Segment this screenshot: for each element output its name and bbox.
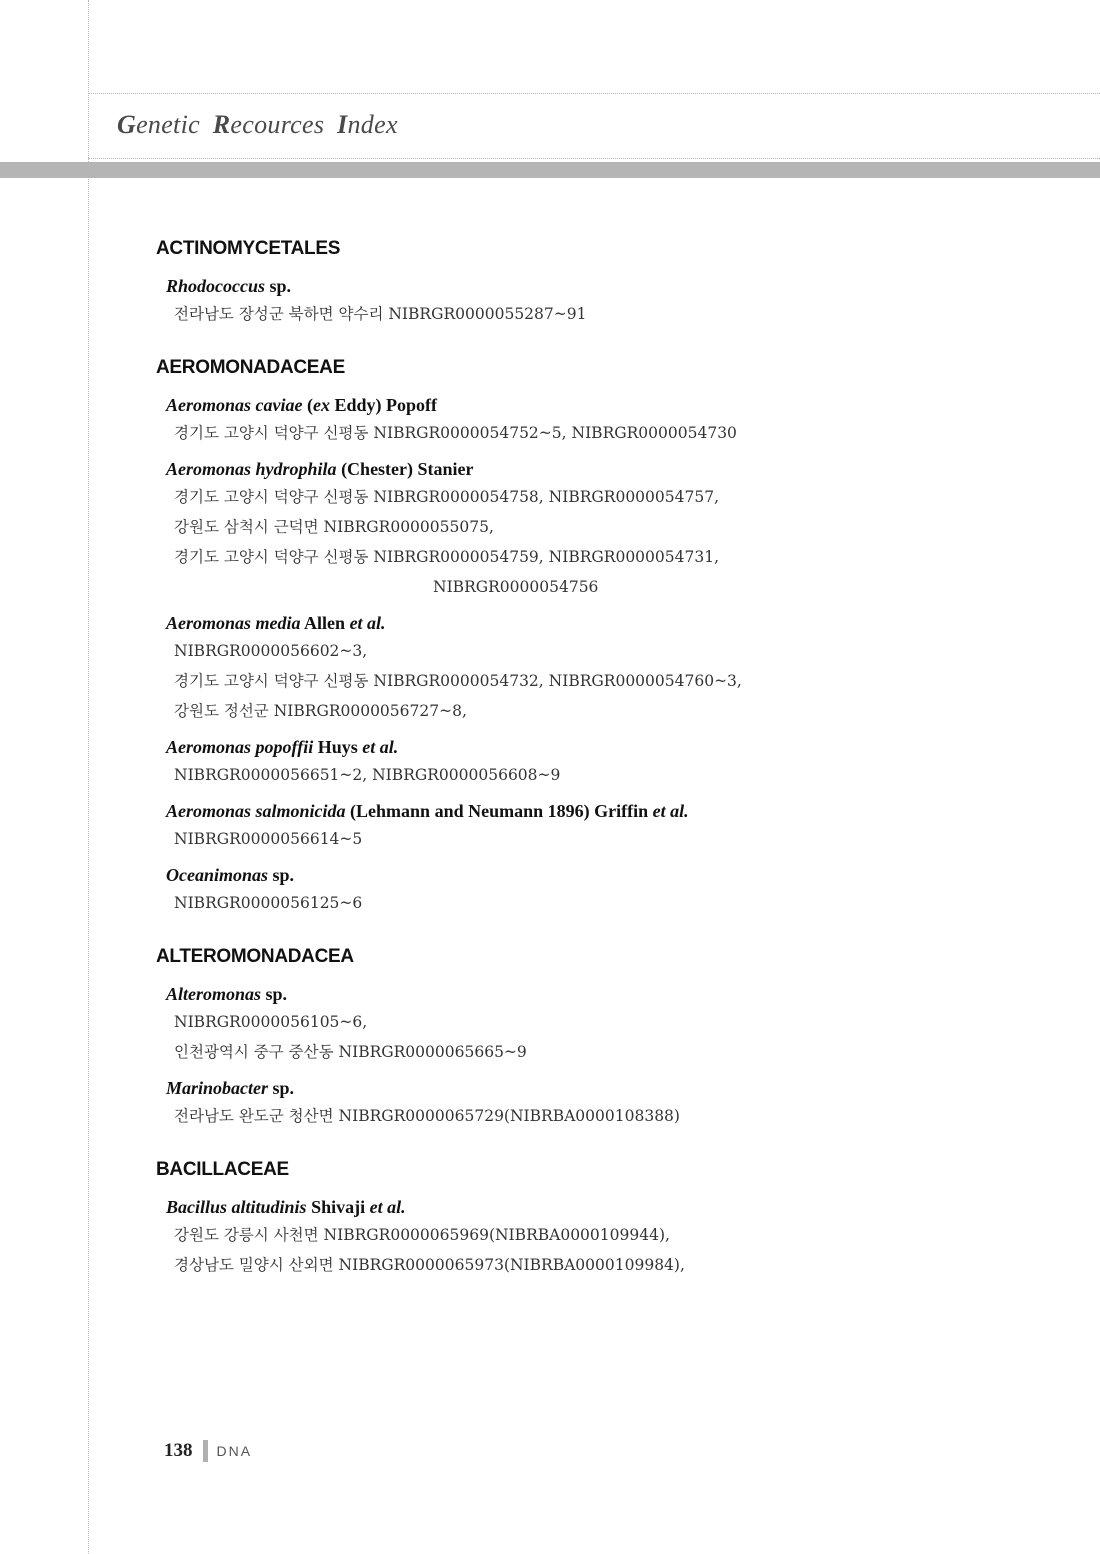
specimen-record-line: 경상남도 밀양시 산외면 NIBRGR0000065973(NIBRBA0000109984), xyxy=(174,1256,685,1274)
specimen-record-line: 경기도 고양시 덕양구 신평동 NIBRGR0000054752~5, NIBRGR0000054730 xyxy=(174,424,737,442)
species-name-italic-part: altitudinis xyxy=(231,1197,307,1217)
species-name-italic-part: Alteromonas xyxy=(166,984,262,1004)
header-word-initial: G xyxy=(117,110,137,139)
species-name-italic-part: et al. xyxy=(369,1197,406,1217)
species-entry xyxy=(156,1194,1036,1280)
species-name xyxy=(166,610,1036,636)
specimen-record-line: NIBRGR0000056125~6 xyxy=(174,894,363,912)
species-name-italic-part: ex xyxy=(313,395,330,415)
species-name xyxy=(166,392,1036,418)
species-name-italic-part: hydrophila xyxy=(255,459,337,479)
header-top-rule xyxy=(88,93,1100,94)
species-entry xyxy=(156,734,1036,790)
specimen-record-line: 경기도 고양시 덕양구 신평동 NIBRGR0000054759, NIBRGR0000054731, xyxy=(174,548,719,566)
species-name-italic-part: Bacillus xyxy=(166,1197,228,1217)
specimen-record-line: 강원도 강릉시 사천면 NIBRGR0000065969(NIBRBA0000109944), xyxy=(174,1226,670,1244)
family-section xyxy=(156,238,1036,329)
species-name-italic-part: Aeromonas xyxy=(166,395,252,415)
specimen-record-line: 경기도 고양시 덕양구 신평동 NIBRGR0000054732, NIBRGR0000054760~3, xyxy=(174,672,742,690)
header-word-initial: R xyxy=(212,110,231,139)
species-name-part: (Chester) Stanier xyxy=(341,459,474,479)
species-name-italic-part: salmonicida xyxy=(255,801,346,821)
species-entry xyxy=(156,981,1036,1067)
header-word xyxy=(213,110,325,139)
specimen-record-line: NIBRGR0000056614~5 xyxy=(174,830,363,848)
species-name xyxy=(166,981,1036,1007)
family-section xyxy=(156,1159,1036,1280)
species-name xyxy=(166,1194,1036,1220)
species-name-italic-part: Oceanimonas xyxy=(166,865,269,885)
species-name-italic-part: Aeromonas xyxy=(166,801,252,821)
footer-section-label: DNA xyxy=(216,1443,253,1459)
species-name-italic-part: et al. xyxy=(362,737,399,757)
header-word-rest: ecources xyxy=(230,110,325,139)
species-entry xyxy=(156,1075,1036,1131)
header-band xyxy=(0,162,1100,178)
species-name-part: sp. xyxy=(272,865,295,885)
specimen-record-line: 전라남도 완도군 청산면 NIBRGR0000065729(NIBRBA0000108388) xyxy=(174,1107,680,1125)
species-name-part: Shivaji xyxy=(311,1197,366,1217)
specimen-record-line: 강원도 삼척시 근덕면 NIBRGR0000055075, xyxy=(174,518,494,536)
specimen-record-line: NIBRGR0000056602~3, xyxy=(174,642,368,660)
species-name-italic-part: Aeromonas xyxy=(166,737,252,757)
species-name-part: ( xyxy=(307,395,313,415)
specimen-record-line: 경기도 고양시 덕양구 신평동 NIBRGR0000054758, NIBRGR0000054757, xyxy=(174,488,719,506)
specimen-record-line: 인천광역시 중구 중산동 NIBRGR0000065665~9 xyxy=(174,1043,527,1061)
species-name-italic-part: Aeromonas xyxy=(166,613,252,633)
species-name-italic-part: et al. xyxy=(349,613,386,633)
specimen-record-line: 강원도 정선군 NIBRGR0000056727~8, xyxy=(174,702,467,720)
species-name-part: sp. xyxy=(269,276,292,296)
species-name xyxy=(166,798,1036,824)
family-section xyxy=(156,946,1036,1131)
species-name xyxy=(166,273,1036,299)
index-content xyxy=(156,238,1036,1308)
species-name-italic-part: et al. xyxy=(652,801,689,821)
header-word xyxy=(117,110,200,139)
species-name-part: sp. xyxy=(265,984,288,1004)
family-section xyxy=(156,357,1036,918)
header-word-rest: ndex xyxy=(347,110,398,139)
family-heading: AEROMONADACEAE xyxy=(156,357,345,378)
specimen-record-line: NIBRGR0000056105~6, xyxy=(174,1013,368,1031)
species-name-part: Allen xyxy=(304,613,346,633)
family-heading: BACILLACEAE xyxy=(156,1159,289,1180)
species-name-italic-part: caviae xyxy=(255,395,303,415)
species-name-italic-part: media xyxy=(255,613,301,633)
footer-divider-bar xyxy=(203,1440,208,1462)
specimen-record-line: NIBRGR0000054756 xyxy=(433,578,599,596)
header-bottom-rule xyxy=(88,158,1100,159)
specimen-record-line: 전라남도 장성군 북하면 약수리 NIBRGR0000055287~91 xyxy=(174,305,587,323)
specimen-record-line: NIBRGR0000056651~2, NIBRGR0000056608~9 xyxy=(174,766,561,784)
species-name-part: (Lehmann and Neumann 1896) Griffin xyxy=(350,801,649,821)
species-entry xyxy=(156,456,1036,602)
page-footer xyxy=(164,1440,252,1462)
species-entry xyxy=(156,798,1036,854)
page-number: 138 xyxy=(164,1440,193,1461)
running-header-title xyxy=(117,110,398,140)
species-name-part: Huys xyxy=(317,737,358,757)
species-name xyxy=(166,456,1036,482)
header-word-rest: enetic xyxy=(136,110,200,139)
species-name xyxy=(166,862,1036,888)
species-entry xyxy=(156,392,1036,448)
species-name-italic-part: Rhodococcus xyxy=(166,276,265,296)
species-name-italic-part: popoffii xyxy=(255,737,314,757)
family-heading: ACTINOMYCETALES xyxy=(156,238,341,259)
species-name-part: Eddy) Popoff xyxy=(334,395,438,415)
species-name xyxy=(166,734,1036,760)
species-name-part: sp. xyxy=(272,1078,295,1098)
species-name-italic-part: Aeromonas xyxy=(166,459,252,479)
species-name-italic-part: Marinobacter xyxy=(166,1078,269,1098)
species-entry xyxy=(156,610,1036,726)
species-entry xyxy=(156,273,1036,329)
species-entry xyxy=(156,862,1036,918)
left-margin-rule xyxy=(88,0,89,1554)
species-name xyxy=(166,1075,1036,1101)
header-word xyxy=(337,110,398,139)
family-heading: ALTEROMONADACEA xyxy=(156,946,354,967)
header-word-initial: I xyxy=(337,110,348,139)
